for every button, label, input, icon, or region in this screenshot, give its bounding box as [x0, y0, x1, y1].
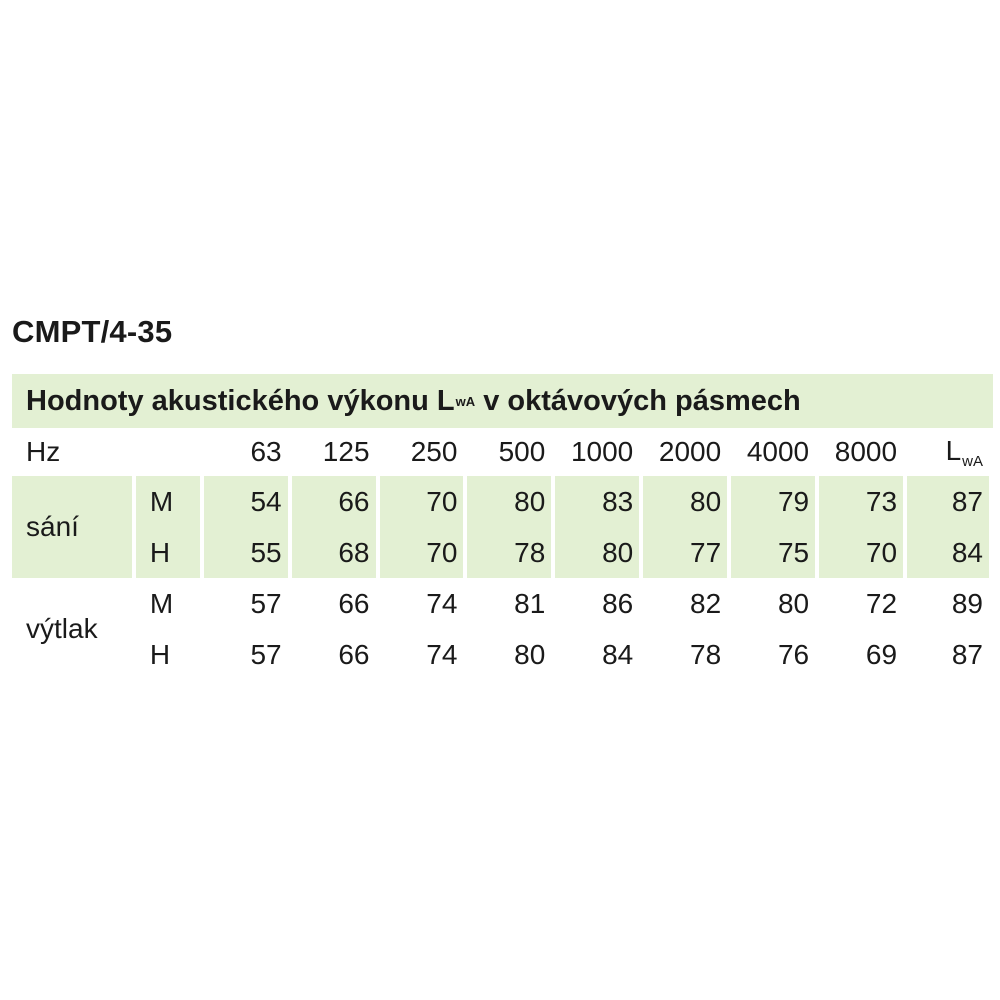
table-title-sub: wA [455, 393, 476, 409]
lwa-cell: 84 [907, 527, 989, 578]
table-row [12, 527, 989, 578]
group-label-vytlak: výtlak [26, 613, 98, 644]
model-title: CMPT/4-35 [12, 314, 173, 349]
lwa-cell: 87 [907, 476, 989, 527]
value-cell: 74 [426, 638, 458, 670]
value-cell: 72 [865, 587, 898, 619]
value-cell: 80 [777, 587, 810, 619]
value-cell: 74 [426, 587, 458, 619]
value-cell: 70 [380, 476, 464, 527]
value-cell: 82 [690, 587, 722, 619]
value-cell: 80 [555, 527, 639, 578]
mode-label: M [136, 476, 200, 527]
value-cell: 55 [204, 527, 288, 578]
freq-8000: 8000 [834, 436, 898, 467]
value-cell: 54 [204, 476, 288, 527]
frequency-row [12, 428, 989, 476]
lwa-header-sub: wA [962, 453, 983, 470]
table-row [12, 578, 989, 629]
value-cell: 57 [250, 638, 282, 670]
value-cell: 70 [819, 527, 903, 578]
table-row [12, 476, 989, 527]
group-label-sani: sání [12, 476, 132, 578]
freq-500: 500 [498, 436, 546, 467]
value-cell: 68 [292, 527, 376, 578]
value-cell: 66 [338, 587, 370, 619]
lwa-cell: 89 [951, 587, 983, 619]
freq-63: 63 [250, 436, 282, 467]
mode-label: H [136, 527, 200, 578]
value-cell: 66 [338, 638, 370, 670]
lwa-cell: 87 [951, 638, 983, 670]
value-cell: 84 [602, 638, 634, 670]
freq-125: 125 [322, 436, 370, 467]
freq-250: 250 [410, 436, 458, 467]
value-cell: 78 [690, 638, 722, 670]
table-title [12, 374, 993, 428]
mode-label: H [149, 638, 171, 670]
value-cell: 80 [514, 638, 546, 670]
freq-unit-label: Hz [26, 436, 61, 467]
mode-label: M [149, 587, 174, 619]
table-row [12, 629, 989, 680]
table-title-rest: v oktávových pásmech [475, 384, 801, 417]
value-cell: 76 [777, 638, 810, 670]
value-cell: 69 [865, 638, 898, 670]
data-table [8, 428, 993, 680]
value-cell: 80 [643, 476, 727, 527]
value-cell: 81 [514, 587, 546, 619]
value-cell: 73 [819, 476, 903, 527]
value-cell: 86 [602, 587, 634, 619]
value-cell: 77 [643, 527, 727, 578]
freq-1000: 1000 [570, 436, 634, 467]
lwa-header-label: L [945, 435, 962, 466]
table-title-main: Hodnoty akustického výkonu L [26, 384, 455, 417]
value-cell: 75 [731, 527, 815, 578]
acoustic-table [12, 374, 993, 680]
value-cell: 79 [731, 476, 815, 527]
freq-4000: 4000 [746, 436, 810, 467]
value-cell: 66 [292, 476, 376, 527]
value-cell: 80 [467, 476, 551, 527]
freq-2000: 2000 [658, 436, 722, 467]
value-cell: 57 [250, 587, 282, 619]
value-cell: 70 [380, 527, 464, 578]
value-cell: 83 [555, 476, 639, 527]
lwa-header [907, 428, 989, 476]
value-cell: 78 [467, 527, 551, 578]
